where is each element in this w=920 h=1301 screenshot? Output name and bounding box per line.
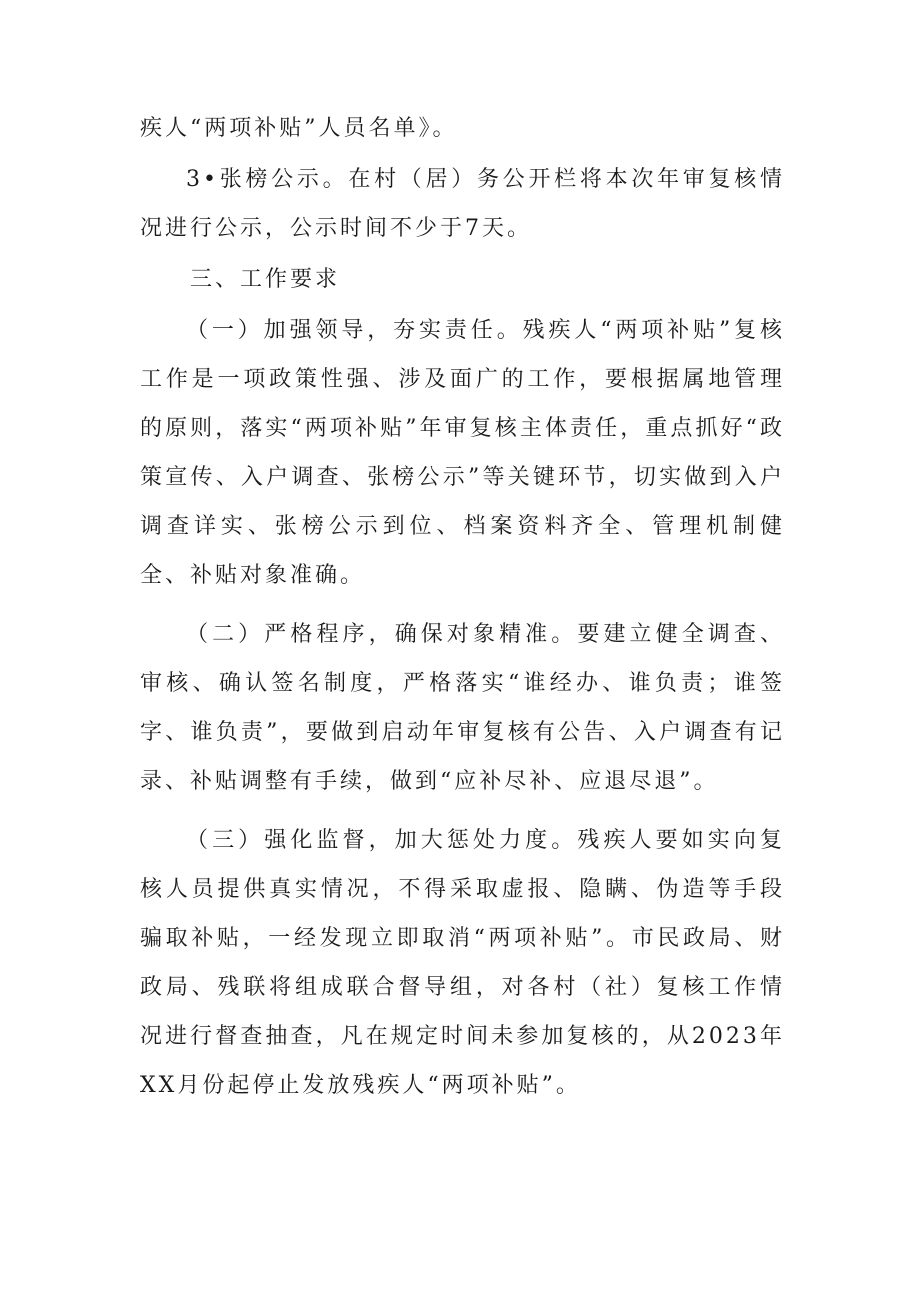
paragraph-list-title-tail: 疾人“两项补贴”人员名单》。 <box>140 116 458 141</box>
paragraph-step-3-publicity: 3•张榜公示。在村（居）务公开栏将本次年审复核情况进行公示，公示时间不少于7天。 <box>140 167 785 241</box>
paragraph-requirement-1: （一）加强领导，夯实责任。残疾人“两项补贴”复核工作是一项政策性强、涉及面广的工作，要根据属地管理的原则，落实“两项补贴”年审复核主体责任，重点抓好“政策宣传、入户调查、张榜公示”等关键环节，切实做到入户调查详实、张榜公示到位、档案资料齐全、管理机制健全、补贴对象准确。 <box>140 318 785 588</box>
document-body <box>140 104 785 1110</box>
paragraph-requirement-3: （三）强化监督，加大惩处力度。残疾人要如实向复核人员提供真实情况，不得采取虚报、隐瞒、伪造等手段骗取补贴，一经发现立即取消“两项补贴”。市民政局、财政局、残联将组成联合督导组，对各村（社）复核工作情况进行督查抽查，凡在规定时间未参加复核的，从2023年XX月份起停止发放残疾人“两项补贴”。 <box>140 828 785 1098</box>
section-heading-work-requirements: 三、工作要求 <box>190 267 341 292</box>
paragraph-requirement-2: （二）严格程序，确保对象精准。要建立健全调查、审核、确认签名制度，严格落实“谁经办、谁负责；谁签字、谁负责”，要做到启动年审复核有公告、入户调查有记录、补贴调整有手续，做到“应补尽补、应退尽退”。 <box>140 622 785 794</box>
